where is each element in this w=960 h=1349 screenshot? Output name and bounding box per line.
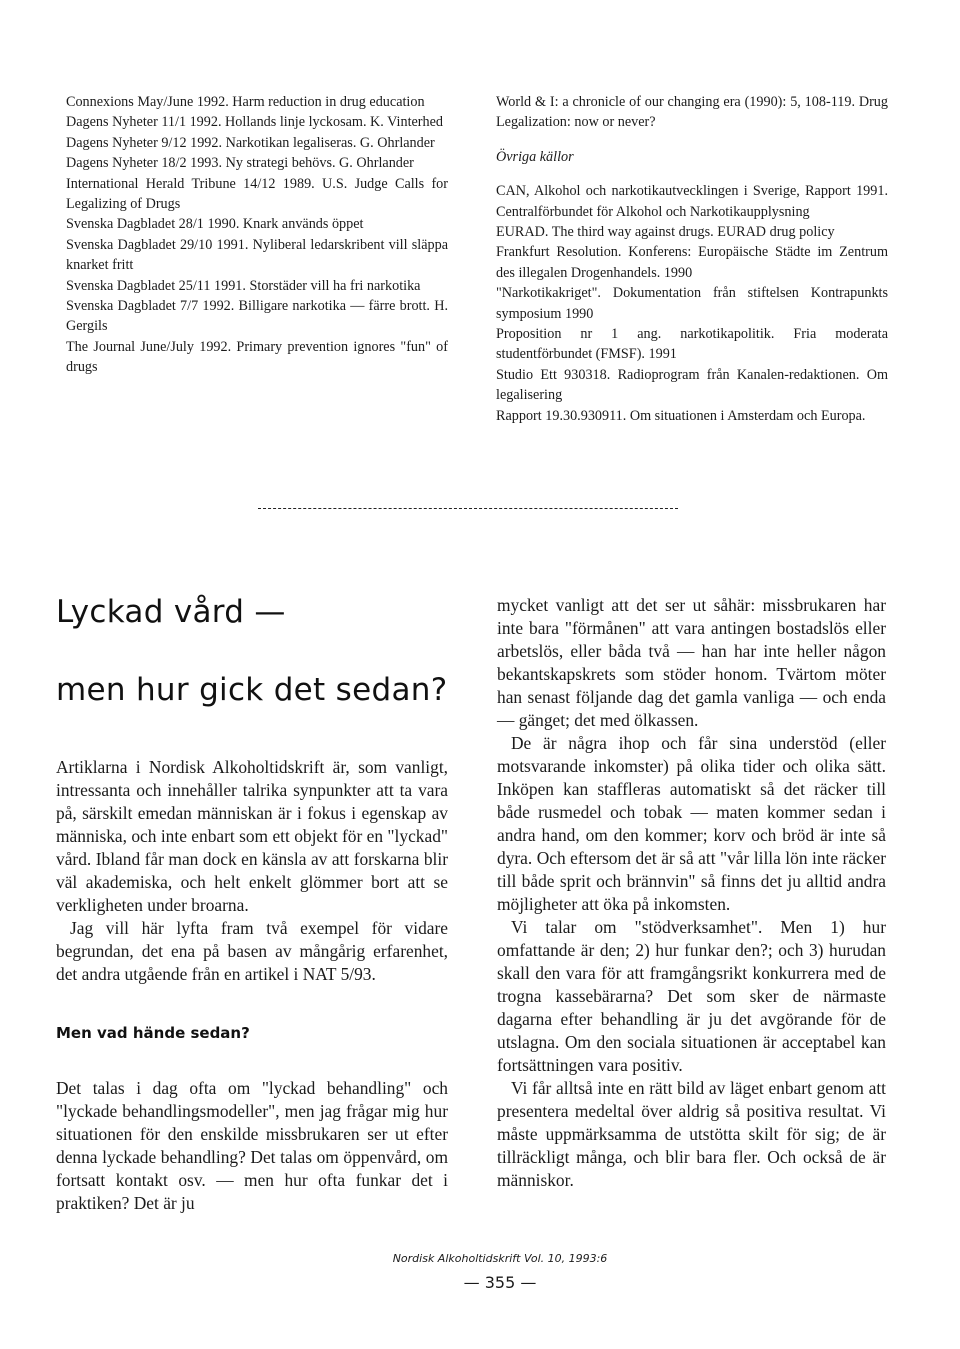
paragraph: Artiklarna i Nordisk Alkoholtidskrift är, som vanligt, intressanta och innehåller talrika synpunkter att ta vara på, särskilt emedan människan är i fokus i egenskap av människa, och inte enbart som ett objekt för en "lyckad" vård. Ibland får man dock en känsla av att forskarna blir väl akademiska, och helt enkelt glömmer bort att se verkligheten under broarna. xyxy=(56,757,448,915)
reference-item: Studio Ett 930318. Radioprogram från Kanalen-redaktionen. Om legalisering xyxy=(496,366,888,404)
reference-item: Connexions May/June 1992. Harm reduction in drug education xyxy=(66,94,425,110)
reference-item: EURAD. The third way against drugs. EURAD drug policy xyxy=(496,224,835,241)
reference-item: Dagens Nyheter 11/1 1992. Hollands linje lyckosam. K. Vinterhed xyxy=(66,114,444,131)
article-title-line2: men hur gick det sedan? xyxy=(56,672,448,708)
article-column-right xyxy=(497,594,886,1192)
section-divider xyxy=(258,508,678,509)
reference-list-right xyxy=(496,92,888,426)
paragraph: De är några ihop och får sina understöd (eller motsvarande inkomster) på olika tider och olika sätt. Inköpen kan staffleras automatiskt så det räcker till både rusmedel och tobak — maten kommer sedan i andra hand, om den kommer; korv och bröd är inte så dyra. Och eftersom det är så att "vår lilla lön inte räcker till både sprit och brännvin" så finns det ju alltid andra möjligheter att öka på inkomsten. xyxy=(497,733,886,914)
page-number: — 355 — xyxy=(463,1273,537,1292)
reference-item: Rapport 19.30.930911. Om situationen i Amsterdam och Europa. xyxy=(496,407,866,424)
reference-item: Proposition nr 1 ang. narkotikapolitik. Fria moderata studentförbundet (FMSF). 1991 xyxy=(496,326,888,363)
reference-item: CAN, Alkohol och narkotikautvecklingen i Sverige, Rapport 1991. Centralförbundet för Alkohol och Narkotikaupplysning xyxy=(496,183,888,220)
reference-item: Svenska Dagbladet 25/11 1991. Storstäder vill ha fri narkotika xyxy=(66,277,421,294)
paragraph: mycket vanligt att det ser ut såhär: missbrukaren har inte bara "förmånen" att vara antingen bostadslös eller arbetslös, eller båda två — han har inte heller någon bekantskapskrets som stöder honom. Tvärtom möter han senast följande dag det gamla vanliga — och enda — gänget; det med ölkassen. xyxy=(497,595,886,730)
reference-item: Frankfurt Resolution. Konferens: Europäische Städte im Zentrum des illegalen Drogenhandels. 1990 xyxy=(496,244,888,281)
reference-item: "Narkotikakriget". Dokumentation från stiftelsen Kontrapunkts symposium 1990 xyxy=(496,285,888,322)
reference-item: Svenska Dagbladet 29/10 1991. Nyliberal ledarskribent vill släppa knarket fritt xyxy=(66,236,448,274)
reference-item: World & I: a chronicle of our changing era (1990): 5, 108-119. Drug Legalization: now or never? xyxy=(496,94,888,131)
paragraph: Vi får alltså inte en rätt bild av läget enbart genom att presentera medeltal över aldrig så positiva resultat. Vi måste uppmärksamma de utstötta skilt för sig; de är tillräckligt många, och blir bara fler. Och också de är människor. xyxy=(497,1078,886,1190)
paragraph: Vi talar om "stödverksamhet". Men 1) hur omfattande är den; 2) hur funkar den?; och 3) hurudan skall den vara för att framgångsrikt konkurrera med de trogna kassebärarna? Det som sker de närmaste dagarna efter behandling är ju det avgörande för de utslagna. Om den sociala situationen är acceptabel kan fortsättningen vara positiv. xyxy=(497,917,886,1075)
reference-item: The Journal June/July 1992. Primary prevention ignores "fun" of drugs xyxy=(66,338,448,376)
article-column-left xyxy=(56,756,448,1215)
reference-item: Svenska Dagbladet 28/1 1990. Knark används öppet xyxy=(66,216,364,233)
other-sources-heading: Övriga källor xyxy=(496,148,574,165)
reference-item: Dagens Nyheter 18/2 1993. Ny strategi behövs. G. Ohrlander xyxy=(66,155,414,172)
reference-item: Svenska Dagbladet 7/7 1992. Billigare narkotika — färre brott. H. Gergils xyxy=(66,298,448,335)
section-subheading: Men vad hände sedan? xyxy=(56,1024,250,1042)
journal-footer: Nordisk Alkoholtidskrift Vol. 10, 1993:6 xyxy=(392,1252,608,1265)
reference-list-left xyxy=(66,92,448,378)
paragraph: Jag vill här lyfta fram två exempel för vidare begrundan, det ena på basen av mångårig erfarenhet, det andra utgående från en artikel i NAT 5/93. xyxy=(56,918,448,984)
paragraph: Det talas i dag ofta om "lyckad behandling" och "lyckade behandlingsmodeller", men jag frågar mig hur situationen för den enskilde missbrukaren ser ut efter denna lyckade behandling? Det talas om öppenvård, om fortsatt kontakt osv. — men hur ofta funkar det i praktiken? Det är ju xyxy=(56,1078,448,1213)
reference-item: Dagens Nyheter 9/12 1992. Narkotikan legaliseras. G. Ohrlander xyxy=(66,134,435,151)
article-title-line1: Lyckad vård — xyxy=(56,594,286,630)
reference-item: International Herald Tribune 14/12 1989. U.S. Judge Calls for Legalizing of Drugs xyxy=(66,175,448,213)
